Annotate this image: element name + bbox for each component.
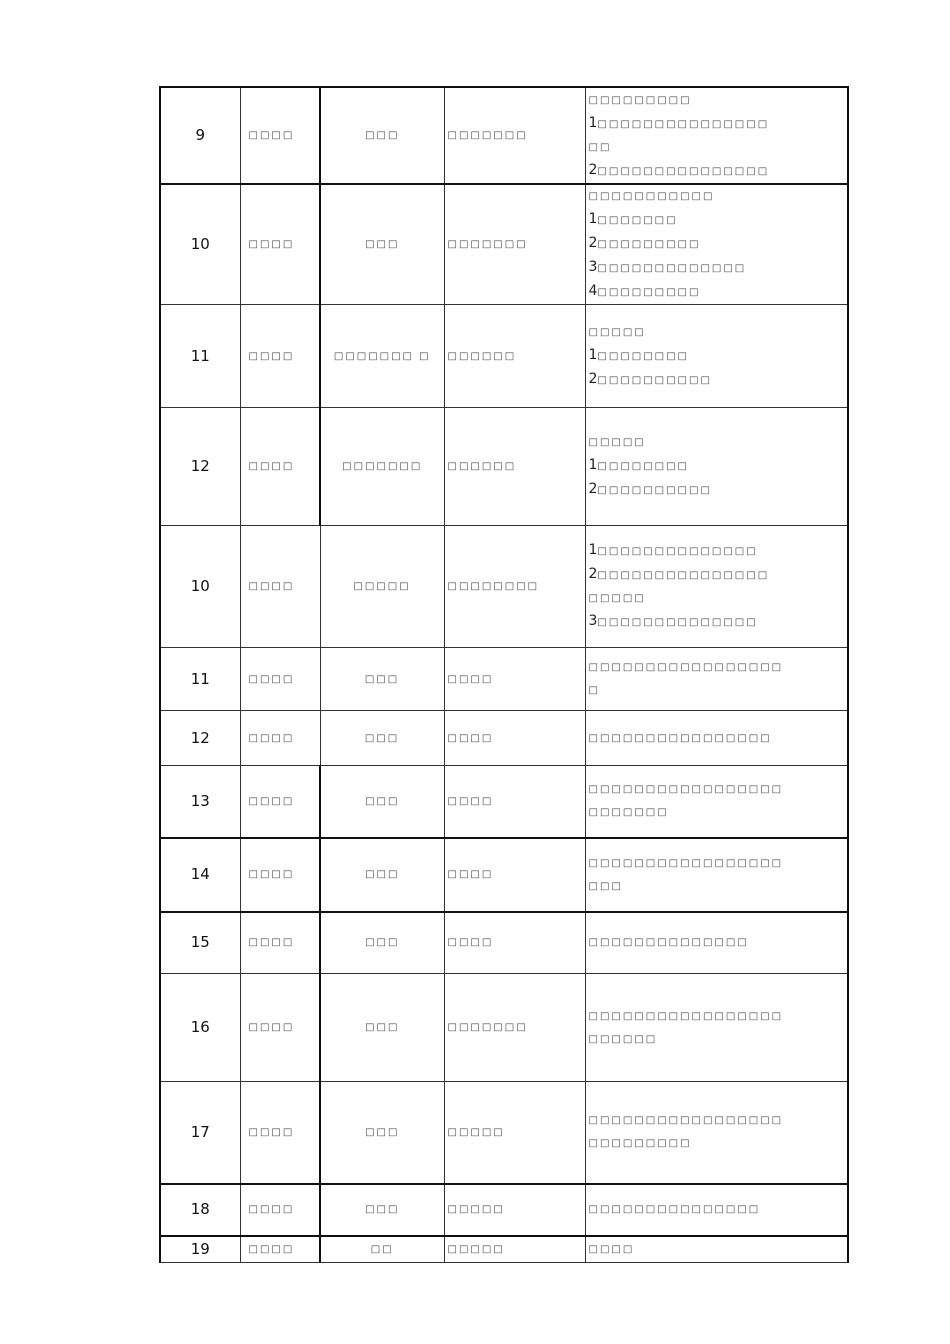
item-cell: □□□ (320, 838, 444, 912)
item-cell: □□□ (320, 184, 444, 305)
description-line: □□□□□□□□□□□□□□ (588, 937, 749, 949)
description-line: □□□□□□□□□□□□□□□ (588, 1204, 761, 1215)
description-line: 2□□□□□□□□□□□□□□□ (588, 161, 770, 178)
item-cell: □□□ (320, 974, 444, 1082)
description-line: □□□□□□□□□□□□□□□□□ (588, 662, 784, 673)
row-number-cell: 13 (160, 766, 240, 838)
table-row (160, 305, 848, 408)
description-line: □□□□□□□□□□□□□□□□□ (588, 1010, 784, 1022)
item-cell: □□□□□ (320, 526, 444, 648)
category-cell: □□□□ (240, 974, 320, 1082)
category-cell: □□□□ (240, 912, 320, 974)
description-cell (585, 838, 848, 912)
description-line: □□□□□□□□□ (588, 94, 692, 106)
description-line: 3□□□□□□□□□□□□□□ (588, 613, 758, 629)
row-number-cell: 16 (160, 974, 240, 1082)
category-cell: □□□□ (240, 1082, 320, 1184)
row-number-cell: 10 (160, 526, 240, 648)
type-cell: □□□□ (444, 912, 585, 974)
description-line: 1□□□□□□□□ (588, 457, 690, 473)
type-cell: □□□□□ (444, 1184, 585, 1236)
description-line: □ (588, 685, 600, 696)
table-row (160, 1082, 848, 1184)
row-number-cell: 12 (160, 408, 240, 526)
description-line: □□□□□ (588, 326, 646, 338)
table-row (160, 87, 848, 184)
item-cell: □□□ (320, 912, 444, 974)
description-cell (585, 305, 848, 408)
category-cell: □□□□ (240, 1184, 320, 1236)
description-line: 2□□□□□□□□□□□□□□□ (588, 566, 770, 582)
description-cell (585, 912, 848, 974)
table-row (160, 1184, 848, 1236)
description-cell (585, 974, 848, 1082)
type-cell: □□□□ (444, 648, 585, 711)
type-cell: □□□□□□ (444, 305, 585, 408)
description-line: □□ (588, 141, 612, 153)
description-cell (585, 184, 848, 305)
table-row (160, 1236, 848, 1263)
type-cell: □□□□□□□ (444, 974, 585, 1082)
item-cell: □□□□□□□ (320, 408, 444, 526)
description-line: □□□□□ (588, 437, 646, 448)
table-row (160, 648, 848, 711)
description-line: 1□□□□□□□□□□□□□□□ (588, 114, 770, 131)
type-cell: □□□□□ (444, 1236, 585, 1263)
data-table (159, 86, 849, 1263)
category-cell: □□□□ (240, 1236, 320, 1263)
category-cell: □□□□ (240, 184, 320, 305)
description-line: □□□□□□□□□ (588, 1138, 692, 1150)
description-line: 4□□□□□□□□□ (588, 283, 701, 299)
row-number-cell: 17 (160, 1082, 240, 1184)
description-line: □□□□□ (588, 593, 646, 604)
description-line: □□□□□□□□□□□□□□□□ (588, 732, 772, 744)
type-cell: □□□□□ (444, 1082, 585, 1184)
table-row (160, 184, 848, 305)
description-line: 2□□□□□□□□□□ (588, 481, 712, 497)
category-cell: □□□□ (240, 838, 320, 912)
table-row (160, 974, 848, 1082)
category-cell: □□□□ (240, 305, 320, 408)
type-cell: □□□□□□□ (444, 87, 585, 184)
description-cell (585, 526, 848, 648)
description-cell (585, 1184, 848, 1236)
item-cell: □□□ (320, 1082, 444, 1184)
row-number-cell: 10 (160, 184, 240, 305)
item-cell: □□□ (320, 648, 444, 711)
table-body (160, 87, 848, 1263)
description-line: □□□ (588, 880, 623, 892)
row-number-cell: 11 (160, 648, 240, 711)
description-line: 2□□□□□□□□□□ (588, 370, 712, 387)
description-line: □□□□□□ (588, 1033, 658, 1045)
category-cell: □□□□ (240, 766, 320, 838)
item-cell: □□□ (320, 766, 444, 838)
table-row (160, 526, 848, 648)
category-cell: □□□□ (240, 648, 320, 711)
table-row (160, 838, 848, 912)
description-line: □□□□□□□□□□□□□□□□□ (588, 784, 784, 796)
item-cell: □□□ (320, 711, 444, 766)
row-number-cell: 11 (160, 305, 240, 408)
description-cell (585, 1236, 848, 1263)
description-line: □□□□□□□□□□□□□□□□□ (588, 857, 784, 869)
description-line: 1□□□□□□□□ (588, 346, 690, 363)
description-line: □□□□□□□□□□□ (588, 191, 715, 202)
description-line: 1□□□□□□□□□□□□□□ (588, 542, 758, 558)
description-cell (585, 408, 848, 526)
description-cell (585, 87, 848, 184)
row-number-cell: 14 (160, 838, 240, 912)
table-row (160, 711, 848, 766)
category-cell: □□□□ (240, 526, 320, 648)
description-cell (585, 648, 848, 711)
description-line: □□□□□□□ (588, 807, 669, 819)
type-cell: □□□□ (444, 711, 585, 766)
item-cell: □□□□□□□ □ (320, 305, 444, 408)
type-cell: □□□□ (444, 838, 585, 912)
description-line: 3□□□□□□□□□□□□□ (588, 259, 747, 275)
description-cell (585, 766, 848, 838)
row-number-cell: 9 (160, 87, 240, 184)
category-cell: □□□□ (240, 87, 320, 184)
table-row (160, 912, 848, 974)
row-number-cell: 12 (160, 711, 240, 766)
type-cell: □□□□□□□□ (444, 526, 585, 648)
row-number-cell: 19 (160, 1236, 240, 1263)
table-row (160, 766, 848, 838)
table-row (160, 408, 848, 526)
description-line: □□□□□□□□□□□□□□□□□ (588, 1115, 784, 1127)
category-cell: □□□□ (240, 711, 320, 766)
item-cell: □□ (320, 1236, 444, 1263)
category-cell: □□□□ (240, 408, 320, 526)
type-cell: □□□□□□ (444, 408, 585, 526)
description-line: 2□□□□□□□□□ (588, 235, 701, 251)
description-line: □□□□ (588, 1243, 635, 1255)
type-cell: □□□□□□□ (444, 184, 585, 305)
description-cell (585, 1082, 848, 1184)
row-number-cell: 18 (160, 1184, 240, 1236)
type-cell: □□□□ (444, 766, 585, 838)
description-cell (585, 711, 848, 766)
row-number-cell: 15 (160, 912, 240, 974)
item-cell: □□□ (320, 1184, 444, 1236)
description-line: 1□□□□□□□ (588, 211, 678, 227)
item-cell: □□□ (320, 87, 444, 184)
